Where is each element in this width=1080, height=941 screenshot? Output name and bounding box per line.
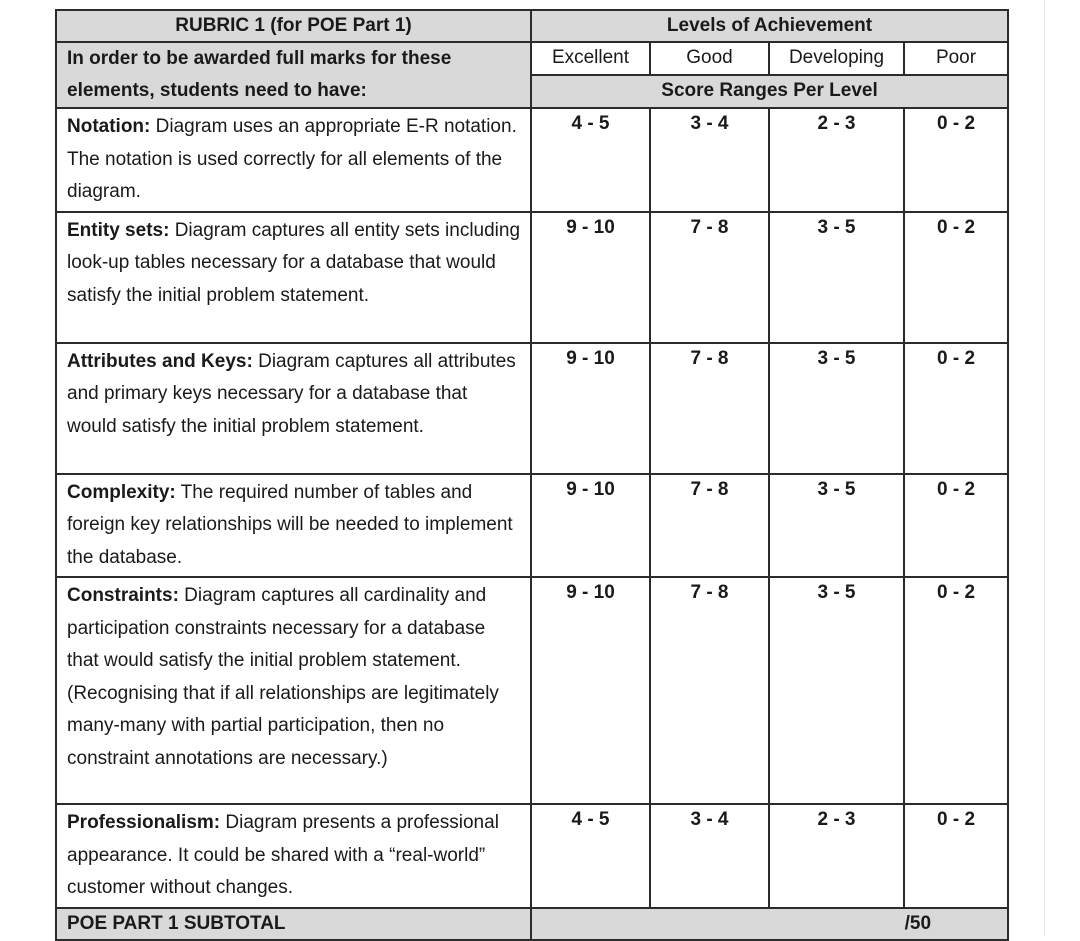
intro-text: In order to be awarded full marks for these elements, students need to have: [56,42,531,108]
criterion-description [56,804,531,908]
subtotal-max: /50 [531,908,1008,940]
rubric-title: RUBRIC 1 (for POE Part 1) [56,10,531,42]
criterion-description [56,212,531,343]
score-developing: 3 - 5 [769,474,904,578]
score-developing: 3 - 5 [769,577,904,804]
score-excellent: 4 - 5 [531,804,650,908]
level-poor: Poor [904,42,1008,75]
criterion-row-notation [56,108,1008,212]
score-poor: 0 - 2 [904,474,1008,578]
criterion-heading: Attributes and Keys: [67,350,253,372]
levels-header: Levels of Achievement [531,10,1008,42]
score-excellent: 9 - 10 [531,474,650,578]
criterion-row-attributes-keys [56,343,1008,474]
rubric-table [55,9,1009,941]
score-good: 7 - 8 [650,343,769,474]
criterion-description [56,577,531,804]
criterion-row-entity-sets [56,212,1008,343]
score-excellent: 4 - 5 [531,108,650,212]
score-poor: 0 - 2 [904,108,1008,212]
title-row [56,10,1008,42]
criterion-row-complexity [56,474,1008,578]
criterion-text: The required number of tables and foreign key relationships will be needed to implement the database. [67,481,513,568]
criterion-text: Diagram uses an appropriate E-R notation. The notation is used correctly for all elements of the diagram. [67,116,517,202]
score-developing: 3 - 5 [769,343,904,474]
criterion-text: Diagram captures all entity sets including look-up tables necessary for a database that would satisfy the initial problem statement. [67,219,521,306]
criterion-row-constraints [56,577,1008,804]
score-developing: 2 - 3 [769,108,904,212]
score-good: 7 - 8 [650,474,769,578]
level-developing: Developing [769,42,904,75]
score-poor: 0 - 2 [904,212,1008,343]
criterion-heading: Entity sets: [67,219,170,241]
score-good: 7 - 8 [650,577,769,804]
criterion-row-professionalism [56,804,1008,908]
subtotal-row [56,908,1008,940]
score-poor: 0 - 2 [904,804,1008,908]
score-developing: 2 - 3 [769,804,904,908]
subtotal-label: POE PART 1 SUBTOTAL [56,908,531,940]
criterion-heading: Professionalism: [67,812,221,833]
criterion-text: Diagram captures all attributes and primary keys necessary for a database that would satisfy the initial problem statement. [67,350,516,437]
score-excellent: 9 - 10 [531,577,650,804]
score-ranges-header: Score Ranges Per Level [531,75,1008,108]
criterion-text: Diagram presents a professional appearance. It could be shared with a “real-world” customer without changes. [67,812,499,898]
criterion-description [56,108,531,212]
score-good: 3 - 4 [650,108,769,212]
score-excellent: 9 - 10 [531,343,650,474]
level-excellent: Excellent [531,42,650,75]
level-good: Good [650,42,769,75]
score-poor: 0 - 2 [904,343,1008,474]
score-developing: 3 - 5 [769,212,904,343]
criterion-description [56,474,531,578]
score-excellent: 9 - 10 [531,212,650,343]
score-poor: 0 - 2 [904,577,1008,804]
criterion-heading: Constraints: [67,585,179,606]
criterion-text: Diagram captures all cardinality and participation constraints necessary for a database that would satisfy the initial problem statement. (Recognising that if all relationships are legitimately many-many with partial participation, then no constraint annotations are necessary.) [67,585,499,769]
criterion-heading: Notation: [67,116,151,137]
page-edge-divider [1044,0,1045,936]
criterion-heading: Complexity: [67,481,176,503]
score-good: 7 - 8 [650,212,769,343]
criterion-description [56,343,531,474]
level-names-row [56,42,1008,75]
score-good: 3 - 4 [650,804,769,908]
